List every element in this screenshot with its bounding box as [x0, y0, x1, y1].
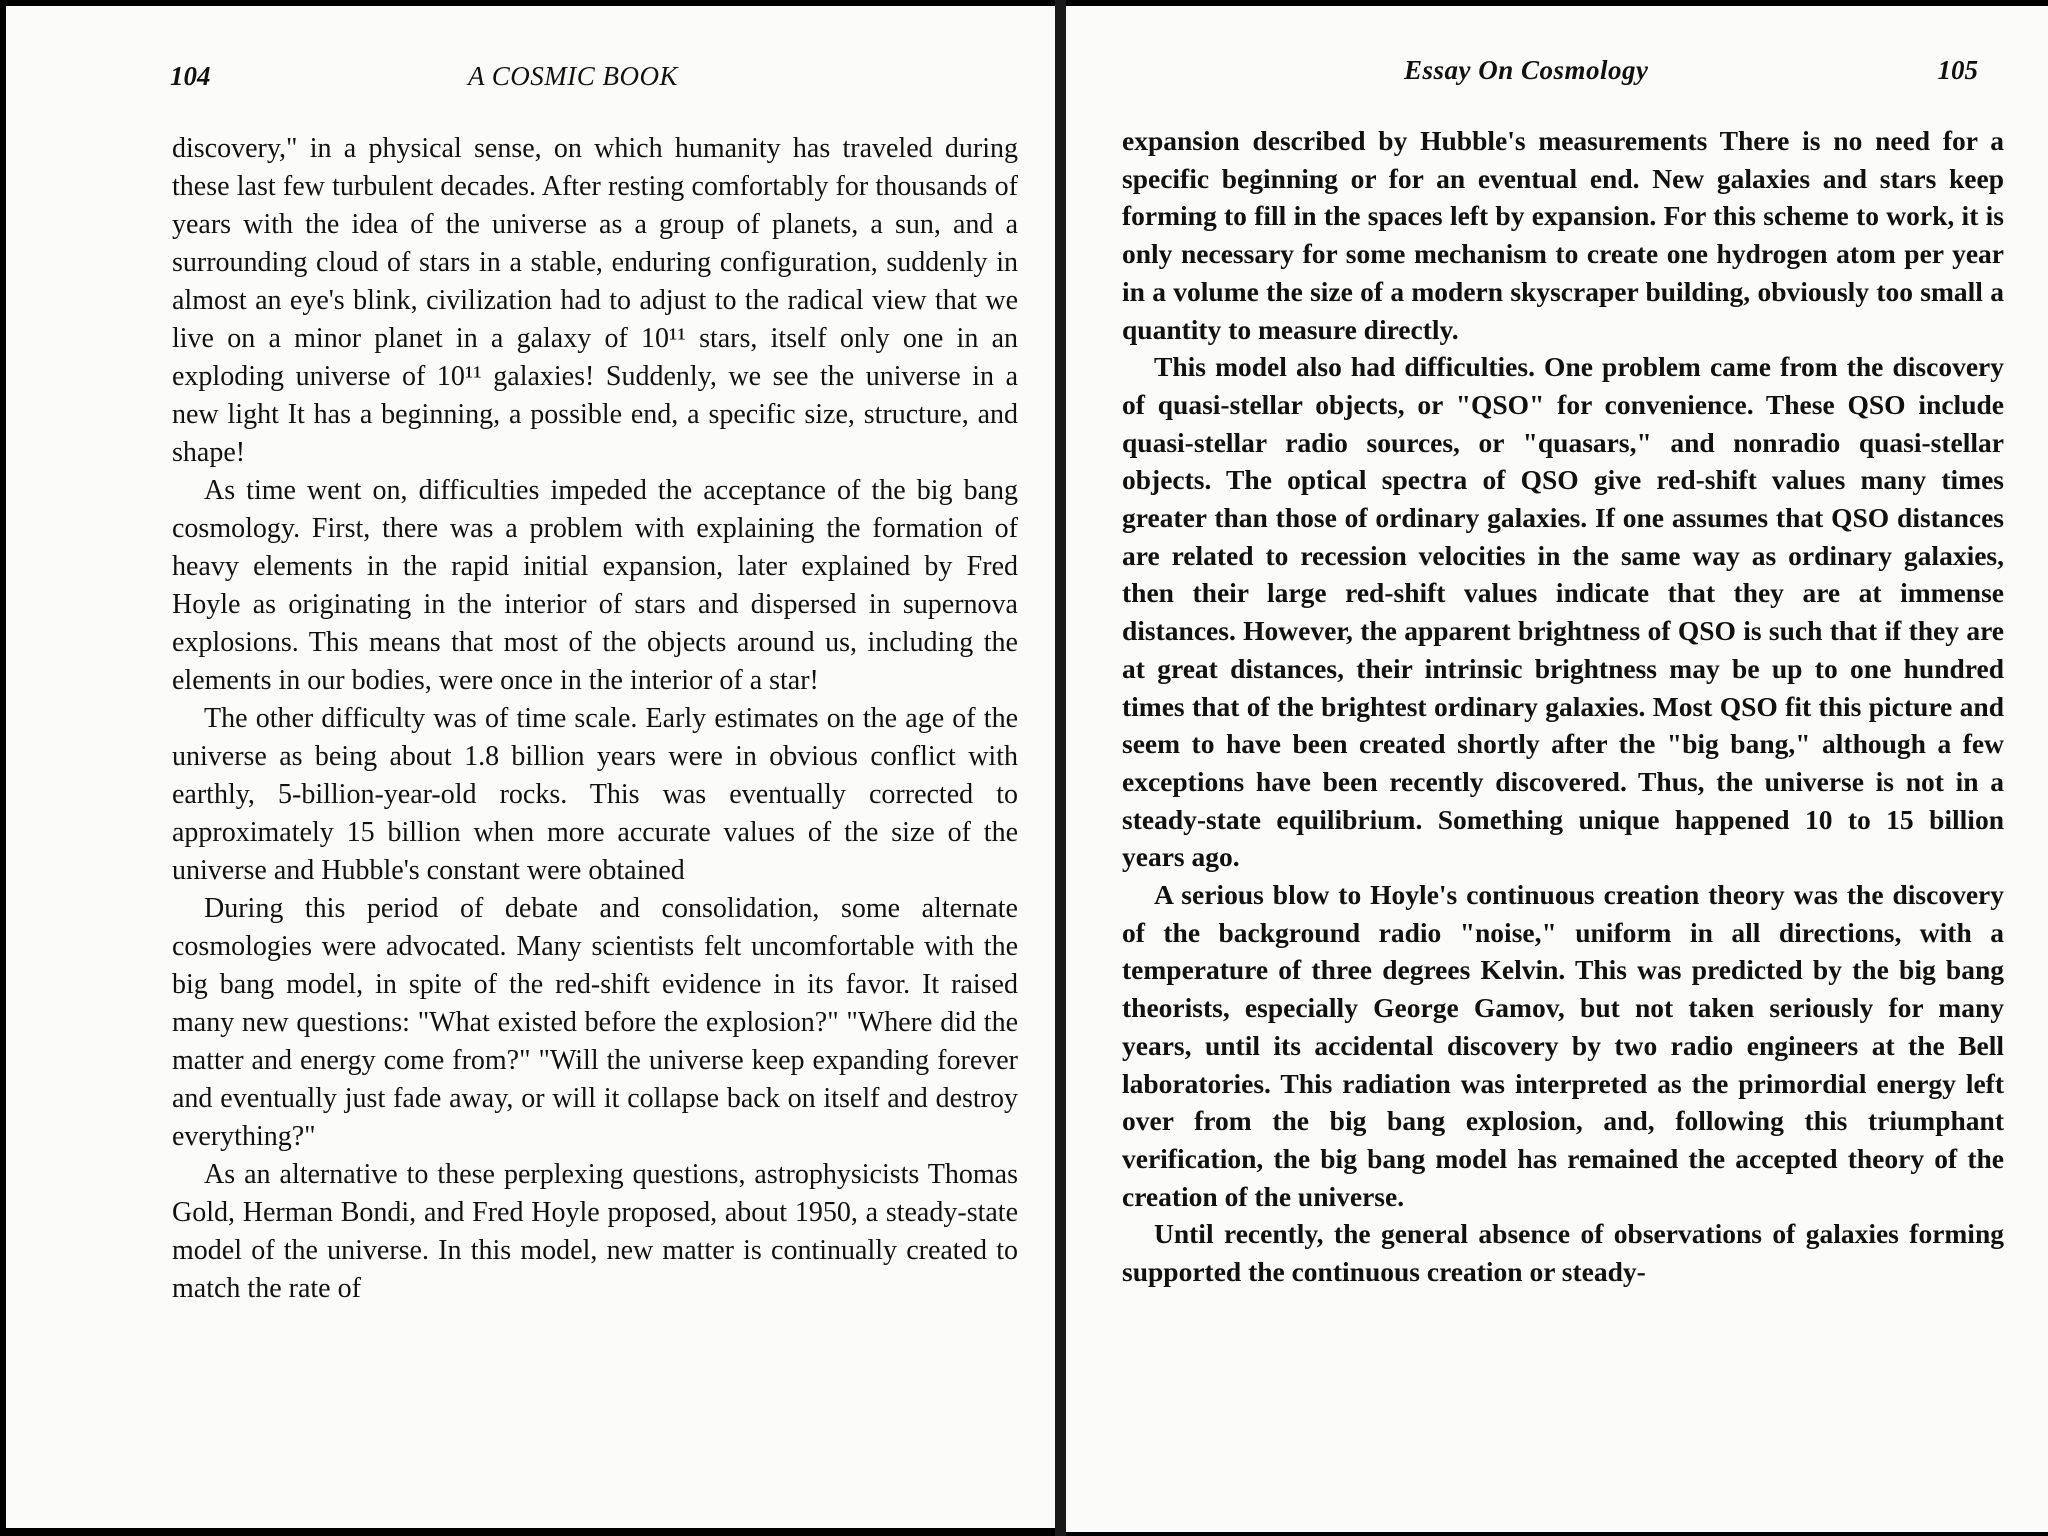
paragraph: As an alternative to these perplexing questions, astrophysicists Thomas Gold, Herman Bondi, and Fred Hoyle proposed, about 1950, a steady-state model of the universe. In this model, new matter is continually created to match the rate of: [172, 1159, 1018, 1304]
paragraph: As time went on, difficulties impeded the acceptance of the big bang cosmology. First, there was a problem with explaining the formation of heavy elements in the rapid initial expansion, later explained by Fred Hoyle as originating in the interior of stars and dispersed in supernova explosions. This means that most of the objects around us, including the elements in our bodies, were once in the interior of a star!: [172, 475, 1018, 696]
running-head: [6, 56, 1055, 96]
book-title: A COSMIC BOOK: [468, 61, 679, 91]
book-gutter: [1055, 0, 1066, 1536]
running-head: [1066, 50, 2048, 90]
right-page: [1066, 6, 2048, 1532]
paragraph: A serious blow to Hoyle's continuous creation theory was the discovery of the background radio "noise," uniform in all directions, with a temperature of three degrees Kelvin. This was predicted by the big bang theorists, especially George Gamov, but not taken seriously for many years, until its accidental discovery by two radio engineers at the Bell laboratories. This radiation was interpreted as the primordial energy left over from the big bang explosion, and, following this triumphant verification, the big bang model has remained the accepted theory of the creation of the universe.: [1122, 879, 2004, 1212]
paragraph: discovery," in a physical sense, on which humanity has traveled during these last few turbulent decades. After resting comfortably for thousands of years with the idea of the universe as a group of planets, a sun, and a surrounding cloud of stars in a stable, enduring configuration, suddenly in almost an eye's blink, civilization had to adjust to the radical view that we live on a minor planet in a galaxy of 10¹¹ stars, itself only one in an exploding universe of 10¹¹ galaxies! Suddenly, we see the universe in a new light It has a beginning, a possible end, a specific size, structure, and shape!: [172, 133, 1018, 468]
page-number: 104: [170, 61, 211, 91]
paragraph: The other difficulty was of time scale. Early estimates on the age of the universe as being about 1.8 billion years were in obvious conflict with earthly, 5-billion-year-old rocks. This was eventually corrected to approximately 15 billion when more accurate values of the size of the universe and Hubble's constant were obtained: [172, 703, 1018, 886]
paragraph: During this period of debate and consolidation, some alternate cosmologies were advocated. Many scientists felt uncomfortable with the big bang model, in spite of the red-shift evidence in its favor. It raised many new questions: "What existed before the explosion?" "Where did the matter and energy come from?" "Will the universe keep expanding forever and eventually just fade away, or will it collapse back on itself and destroy everything?": [172, 893, 1018, 1152]
page-number: 105: [1937, 55, 1978, 85]
chapter-title: Essay On Cosmology: [1404, 55, 1649, 85]
paragraph: This model also had difficulties. One problem came from the discovery of quasi-stellar objects, or "QSO" for convenience. These QSO include quasi-stellar radio sources, or "quasars," and nonradio quasi-stellar objects. The optical spectra of QSO give red-shift values many times greater than those of ordinary galaxies. If one assumes that QSO distances are related to recession velocities in the same way as ordinary galaxies, then their large red-shift values indicate that they are at immense distances. However, the apparent brightness of QSO is such that if they are at great distances, their intrinsic brightness may be up to one hundred times that of the brightest ordinary galaxies. Most QSO fit this picture and seem to have been created shortly after the "big bang," although a few exceptions have been recently discovered. Thus, the universe is not in a steady-state equilibrium. Something unique happened 10 to 15 billion years ago.: [1122, 351, 2004, 873]
paragraph: expansion described by Hubble's measurements There is no need for a specific beginning or for an eventual end. New galaxies and stars keep forming to fill in the spaces left by expansion. For this scheme to work, it is only necessary for some mechanism to create one hydrogen atom per year in a volume the size of a modern skyscraper building, obviously too small a quantity to measure directly.: [1122, 125, 2004, 345]
left-page: [6, 6, 1055, 1528]
body-text: [172, 130, 1018, 1308]
paragraph: Until recently, the general absence of observations of galaxies forming supported the continuous creation or steady-: [1122, 1218, 2004, 1288]
body-text: [1122, 122, 2004, 1291]
